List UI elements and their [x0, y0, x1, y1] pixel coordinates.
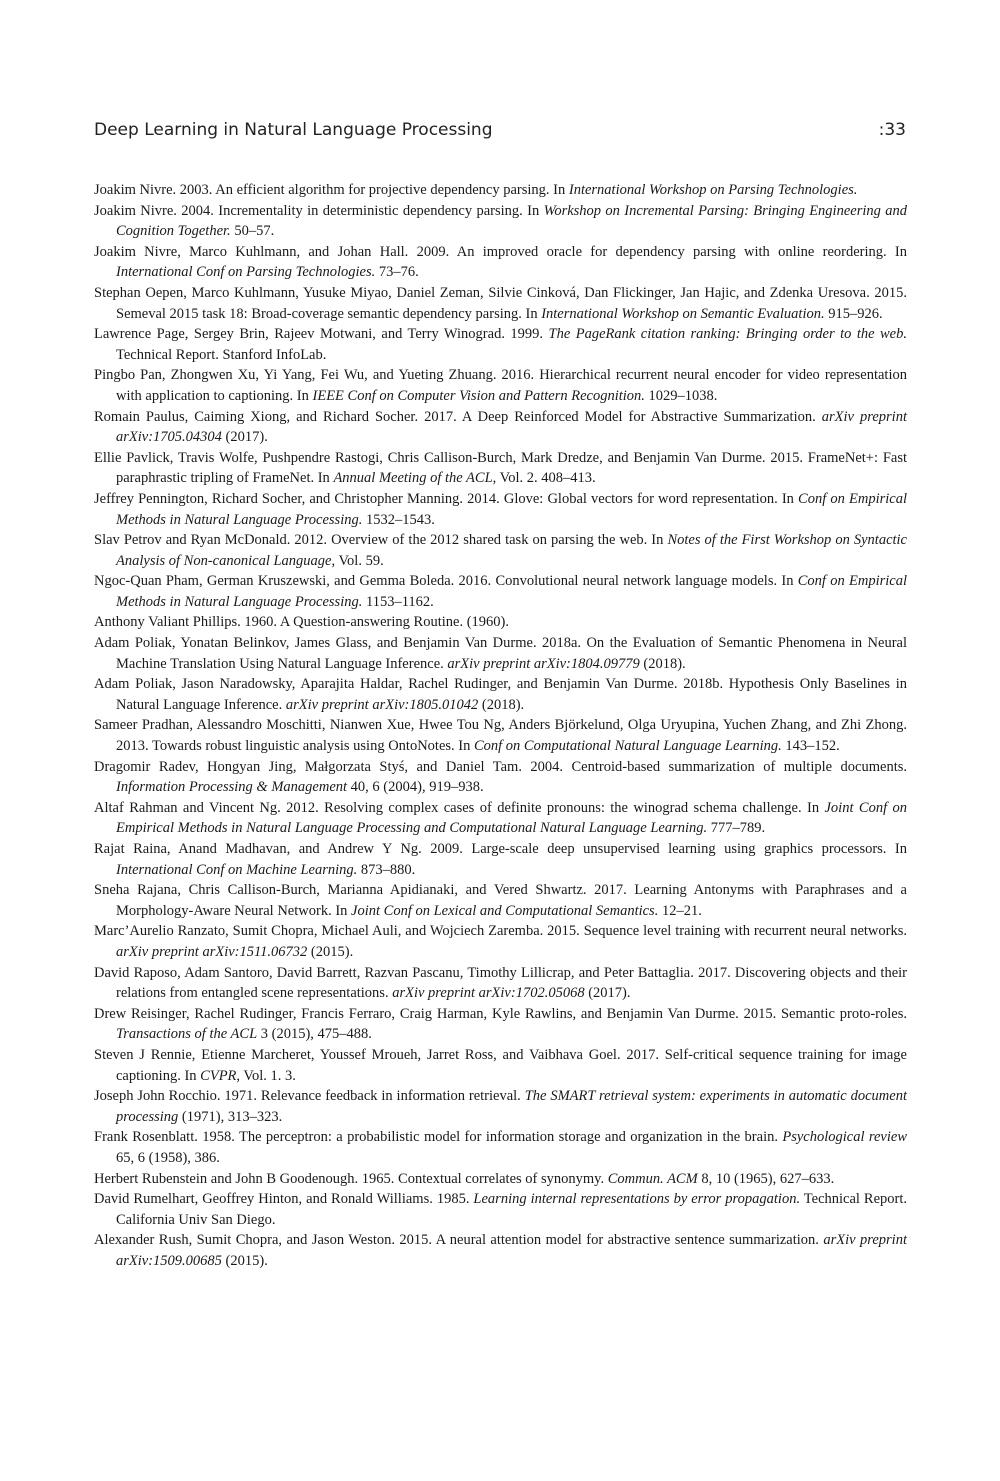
- reference-text: Pingbo Pan, Zhongwen Xu, Yi Yang, Fei Wu, and Yueting Zhuang. 2016. Hierarchical recurrent neural encoder for video representation with application to captioning. In: [94, 367, 907, 404]
- reference-text: Dragomir Radev, Hongyan Jing, Małgorzata Styś, and Daniel Tam. 2004. Centroid-based summarization of multiple documents.: [94, 758, 907, 775]
- reference-entry: [94, 1169, 907, 1190]
- reference-entry: [94, 880, 907, 921]
- reference-venue: Transactions of the ACL: [116, 1026, 258, 1043]
- reference-text: Adam Poliak, Yonatan Belinkov, James Glass, and Benjamin Van Durme. 2018a. On the Evaluation of Semantic Phenomena in Neural Machine Translation Using Natural Language Inference.: [94, 635, 907, 672]
- reference-tail: 3 (2015), 475–488.: [257, 1026, 372, 1043]
- reference-entry: [94, 365, 907, 406]
- reference-tail: (2017).: [584, 985, 631, 1002]
- reference-venue: The SMART retrieval system: experiments in automatic document processing: [116, 1088, 907, 1125]
- reference-entry: [94, 180, 907, 201]
- reference-venue: arXiv preprint arXiv:1804.09779: [447, 655, 640, 672]
- reference-text: Joseph John Rocchio. 1971. Relevance feedback in information retrieval.: [94, 1088, 525, 1105]
- reference-entry: [94, 1189, 907, 1230]
- reference-entry: [94, 963, 907, 1004]
- reference-text: Joakim Nivre, Marco Kuhlmann, and Johan Hall. 2009. An improved oracle for dependency parsing with online reordering. In: [94, 243, 907, 260]
- reference-venue: arXiv preprint arXiv:1805.01042: [285, 696, 479, 713]
- reference-venue: International Workshop on Parsing Technologies.: [568, 182, 858, 198]
- reference-text: Marc’Aurelio Ranzato, Sumit Chopra, Michael Auli, and Wojciech Zaremba. 2015. Sequence level training with recurrent neural networks.: [94, 923, 907, 940]
- reference-tail: , Vol. 59.: [331, 552, 384, 569]
- reference-venue: CVPR: [200, 1067, 237, 1084]
- reference-venue: Learning internal representations by error propagation.: [473, 1191, 801, 1208]
- reference-tail: 1029–1038.: [644, 387, 718, 404]
- reference-venue: International Conf on Parsing Technologies.: [116, 264, 376, 281]
- reference-entry: [94, 1127, 907, 1168]
- reference-text: David Rumelhart, Geoffrey Hinton, and Ronald Williams. 1985.: [94, 1191, 474, 1208]
- reference-venue: arXiv preprint arXiv:1509.00685: [116, 1232, 907, 1269]
- reference-entry: [94, 1045, 907, 1086]
- reference-entry: [94, 757, 907, 798]
- reference-tail: 50–57.: [230, 223, 275, 240]
- reference-entry: [94, 324, 907, 365]
- reference-text: Drew Reisinger, Rachel Rudinger, Francis Ferraro, Craig Harman, Kyle Rawlins, and Benjamin Van Durme. 2015. Semantic proto-roles.: [94, 1005, 907, 1022]
- reference-entry: [94, 612, 907, 633]
- reference-entry: [94, 407, 907, 448]
- reference-venue: Information Processing & Management: [116, 779, 348, 796]
- reference-text: Joakim Nivre. 2003. An efficient algorithm for projective dependency parsing. In: [94, 182, 569, 198]
- reference-venue: Conf on Empirical Methods in Natural Language Processing.: [116, 490, 907, 528]
- reference-venue: Joint Conf on Lexical and Computational Semantics.: [351, 902, 659, 919]
- reference-entry: [94, 201, 907, 242]
- reference-entry: [94, 242, 907, 283]
- reference-tail: 1532–1543.: [362, 511, 435, 528]
- reference-venue: International Workshop on Semantic Evaluation.: [541, 305, 825, 322]
- running-header: [94, 120, 906, 146]
- reference-text: Slav Petrov and Ryan McDonald. 2012. Overview of the 2012 shared task on parsing the web. In: [94, 532, 668, 549]
- reference-tail: (1971), 313–323.: [178, 1108, 283, 1125]
- reference-tail: Technical Report. Stanford InfoLab.: [116, 346, 327, 363]
- reference-venue: Workshop on Incremental Parsing: Bringing Engineering and Cognition Together.: [116, 202, 907, 240]
- running-title: Deep Learning in Natural Language Processing: [94, 120, 493, 140]
- reference-entry: [94, 489, 907, 530]
- reference-text: Stephan Oepen, Marco Kuhlmann, Yusuke Miyao, Daniel Zeman, Silvie Cinková, Dan Flickinger, Jan Hajic, and Zdenka Uresova. 2015. Semeval 2015 task 18: Broad-coverage semantic dependency parsing. In: [94, 284, 907, 322]
- reference-venue: Commun. ACM: [607, 1170, 698, 1187]
- page-number: :33: [878, 120, 906, 140]
- reference-list: [94, 180, 907, 1271]
- reference-tail: (2015).: [221, 1252, 268, 1269]
- reference-entry: [94, 530, 907, 571]
- reference-text: Steven J Rennie, Etienne Marcheret, Youssef Mroueh, Jarret Ross, and Vaibhava Goel. 2017. Self-critical sequence training for image captioning. In: [94, 1046, 907, 1084]
- reference-text: Jeffrey Pennington, Richard Socher, and Christopher Manning. 2014. Glove: Global vectors for word representation. In: [94, 490, 799, 507]
- reference-tail: (2017).: [221, 429, 268, 446]
- reference-entry: [94, 1230, 907, 1271]
- reference-venue: Annual Meeting of the ACL: [333, 470, 493, 487]
- reference-tail: 1153–1162.: [362, 593, 434, 610]
- reference-tail: 65, 6 (1958), 386.: [116, 1149, 220, 1166]
- reference-text: David Raposo, Adam Santoro, David Barrett, Razvan Pascanu, Timothy Lillicrap, and Peter Battaglia. 2017. Discovering objects and their relations from entangled scene representations.: [94, 964, 907, 1002]
- reference-tail: (2015).: [307, 943, 354, 960]
- reference-entry: [94, 1086, 907, 1127]
- reference-text: Frank Rosenblatt. 1958. The perceptron: a probabilistic model for information storage and organization in the brain.: [94, 1129, 783, 1146]
- reference-entry: [94, 921, 907, 962]
- reference-venue: Psychological review: [782, 1129, 907, 1146]
- reference-venue: arXiv preprint arXiv:1705.04304: [116, 408, 907, 446]
- reference-entry: [94, 571, 907, 612]
- reference-venue: Conf on Empirical Methods in Natural Language Processing.: [116, 573, 907, 610]
- reference-entry: [94, 798, 907, 839]
- reference-text: Romain Paulus, Caiming Xiong, and Richard Socher. 2017. A Deep Reinforced Model for Abstractive Summarization.: [94, 408, 822, 425]
- reference-text: Anthony Valiant Phillips. 1960. A Question-answering Routine. (1960).: [94, 614, 509, 631]
- reference-tail: 8, 10 (1965), 627–633.: [697, 1170, 835, 1187]
- reference-tail: (2018).: [478, 696, 525, 713]
- reference-tail: 143–152.: [781, 738, 840, 755]
- reference-venue: Notes of the First Workshop on Syntactic Analysis of Non-canonical Language: [116, 532, 907, 569]
- reference-text: Ellie Pavlick, Travis Wolfe, Pushpendre Rastogi, Chris Callison-Burch, Mark Dredze, and Benjamin Van Durme. 2015. FrameNet+: Fast paraphrastic tripling of FrameNet. In: [94, 449, 907, 487]
- reference-text: Adam Poliak, Jason Naradowsky, Aparajita Haldar, Rachel Rudinger, and Benjamin Van Durme. 2018b. Hypothesis Only Baselines in Natural Language Inference.: [94, 676, 907, 713]
- reference-text: Ngoc-Quan Pham, German Kruszewski, and Gemma Boleda. 2016. Convolutional neural network language models. In: [94, 573, 798, 590]
- reference-tail: 777–789.: [707, 820, 766, 837]
- reference-tail: 873–880.: [357, 861, 416, 878]
- reference-venue: Conf on Computational Natural Language Learning.: [473, 738, 782, 755]
- reference-text: Sneha Rajana, Chris Callison-Burch, Marianna Apidianaki, and Vered Shwartz. 2017. Learning Antonyms with Paraphrases and a Morphology-Aware Neural Network. In: [94, 882, 907, 919]
- reference-text: Herbert Rubenstein and John B Goodenough. 1965. Contextual correlates of synonymy.: [94, 1170, 608, 1187]
- reference-entry: [94, 674, 907, 715]
- reference-entry: [94, 715, 907, 756]
- reference-tail: 73–76.: [375, 264, 419, 281]
- reference-tail: , Vol. 1. 3.: [236, 1067, 296, 1084]
- reference-text: Altaf Rahman and Vincent Ng. 2012. Resolving complex cases of definite pronouns: the winograd schema challenge. In: [94, 799, 825, 816]
- reference-entry: [94, 283, 907, 324]
- reference-tail: 915–926.: [824, 305, 883, 322]
- reference-venue: arXiv preprint arXiv:1511.06732: [116, 943, 308, 960]
- reference-text: Alexander Rush, Sumit Chopra, and Jason Weston. 2015. A neural attention model for abstractive sentence summarization.: [94, 1232, 824, 1249]
- reference-text: Joakim Nivre. 2004. Incrementality in deterministic dependency parsing. In: [94, 202, 544, 219]
- reference-tail: Technical Report. California Univ San Diego.: [116, 1191, 907, 1228]
- reference-entry: [94, 1004, 907, 1045]
- reference-entry: [94, 633, 907, 674]
- reference-tail: 40, 6 (2004), 919–938.: [347, 779, 484, 796]
- reference-text: Lawrence Page, Sergey Brin, Rajeev Motwani, and Terry Winograd. 1999.: [94, 326, 549, 343]
- reference-venue: The PageRank citation ranking: Bringing order to the web.: [548, 326, 907, 343]
- reference-text: Sameer Pradhan, Alessandro Moschitti, Nianwen Xue, Hwee Tou Ng, Anders Björkelund, Olga Uryupina, Yuchen Zhang, and Zhi Zhong. 2013. Towards robust linguistic analysis using OntoNotes. In: [94, 717, 907, 755]
- reference-venue: Joint Conf on Empirical Methods in Natural Language Processing and Computational Natural Language Learning.: [116, 799, 907, 837]
- reference-venue: arXiv preprint arXiv:1702.05068: [392, 985, 585, 1002]
- reference-entry: [94, 448, 907, 489]
- reference-venue: IEEE Conf on Computer Vision and Pattern Recognition.: [312, 387, 645, 404]
- reference-tail: 12–21.: [658, 902, 702, 919]
- reference-entry: [94, 839, 907, 880]
- reference-text: Rajat Raina, Anand Madhavan, and Andrew Y Ng. 2009. Large-scale deep unsupervised learning using graphics processors. In: [94, 841, 907, 857]
- reference-tail: , Vol. 2. 408–413.: [492, 470, 596, 487]
- reference-venue: International Conf on Machine Learning.: [116, 861, 358, 878]
- reference-tail: (2018).: [639, 655, 686, 672]
